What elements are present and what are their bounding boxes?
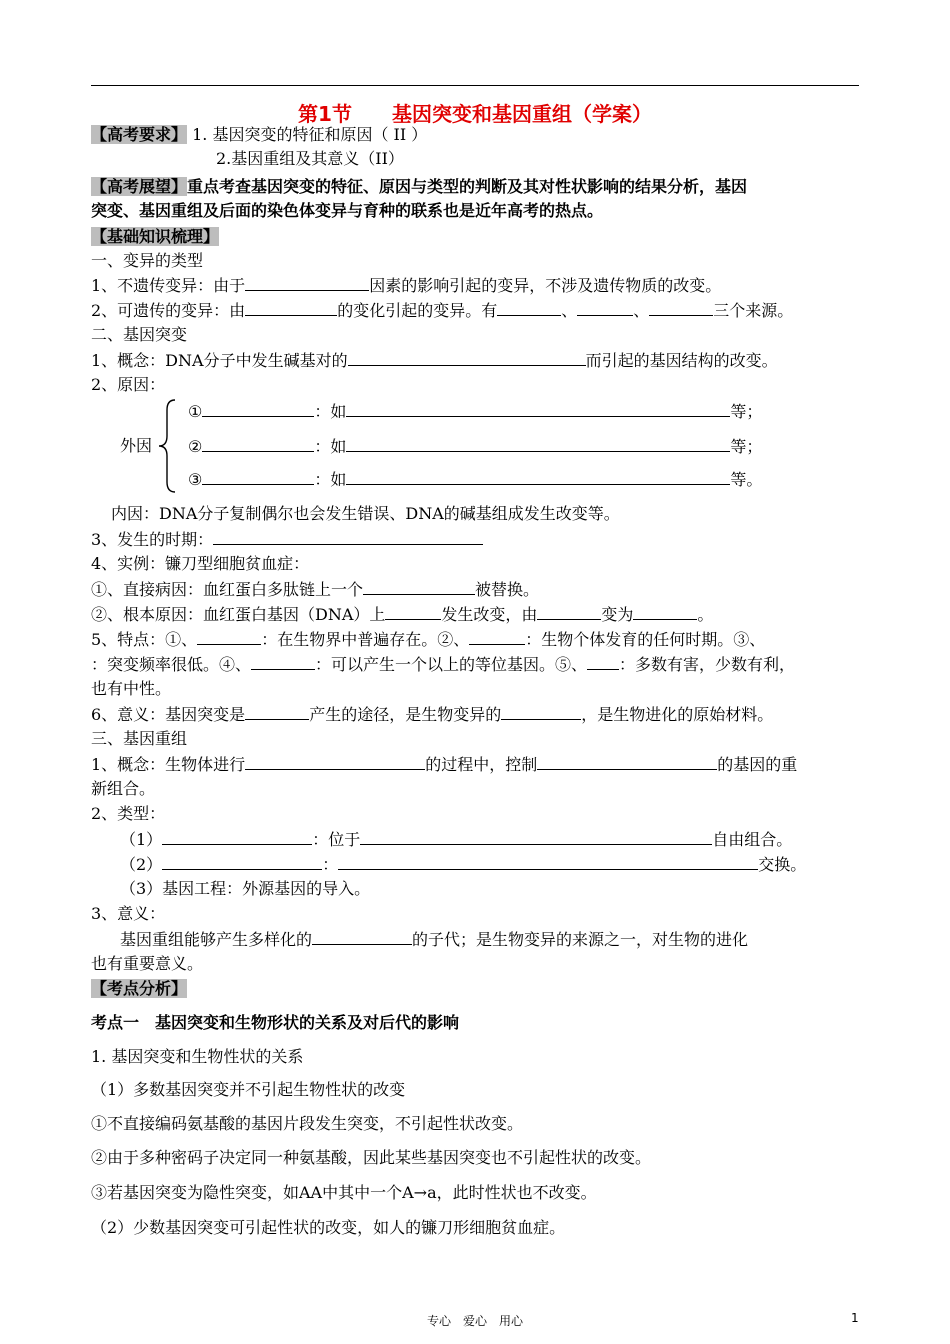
- page-title: 第1节 基因突变和基因重组（学案）: [298, 102, 652, 126]
- line-direct-cause: ①、直接病因：血红蛋白多肽链上一个 被替换。: [91, 580, 540, 599]
- requirements-line-1: 【高考要求】 1. 基因突变的特征和原因（ II ）: [91, 125, 428, 144]
- blank[interactable]: [245, 753, 425, 770]
- analysis-p3: ①不直接编码氨基酸的基因片段发生突变，不引起性状改变。: [91, 1114, 524, 1133]
- line-example: 4、实例：镰刀型细胞贫血症：: [91, 554, 310, 573]
- page-number: 1: [851, 1311, 859, 1325]
- heading-recombination: 三、基因重组: [91, 729, 188, 748]
- analysis-p2: （1）多数基因突变并不引起生物性状的改变: [91, 1080, 406, 1099]
- blank[interactable]: [162, 853, 322, 870]
- blank[interactable]: [348, 349, 586, 366]
- cause-row-2: ② ：如 等；: [188, 437, 763, 456]
- blank[interactable]: [363, 578, 475, 595]
- blank[interactable]: [202, 400, 314, 417]
- type-row-3: （3）基因工程：外源基因的导入。: [120, 879, 371, 898]
- line-features-3: 也有中性。: [91, 679, 172, 698]
- outlook-label: 【高考展望】: [91, 177, 188, 196]
- outlook-line-1: 【高考展望】重点考查基因突变的特征、原因与类型的判断及其对性状影响的结果分析，基因: [91, 177, 748, 196]
- blank[interactable]: [251, 653, 315, 670]
- blank[interactable]: [312, 928, 412, 945]
- blank[interactable]: [346, 435, 730, 452]
- blank[interactable]: [649, 299, 713, 316]
- blank[interactable]: [537, 753, 717, 770]
- blank[interactable]: [202, 468, 314, 485]
- line-non-heritable: 1、不遗传变异：由于 因素的影响引起的变异，不涉及遗传物质的改变。: [91, 276, 722, 295]
- blank[interactable]: [245, 703, 309, 720]
- heading-variation-types: 一、变异的类型: [91, 251, 204, 270]
- line-recomb-meaning-1: 基因重组能够产生多样化的 的子代；是生物变异的来源之一，对生物的进化: [120, 930, 749, 949]
- blank[interactable]: [346, 400, 730, 417]
- cause-row-3: ③ ：如 等。: [188, 470, 763, 489]
- line-significance: 6、意义：基因突变是 产生的途径，是生物变异的 ，是生物进化的原始材料。: [91, 705, 774, 724]
- blank[interactable]: [162, 828, 312, 845]
- blank[interactable]: [346, 468, 730, 485]
- analysis-p6: （2）少数基因突变可引起性状的改变，如人的镰刀形细胞贫血症。: [91, 1218, 566, 1237]
- line-concept: 1、概念：DNA分子中发生碱基对的 而引起的基因结构的改变。: [91, 351, 778, 370]
- blank[interactable]: [497, 299, 561, 316]
- analysis-p1: 1. 基因突变和生物性状的关系: [91, 1047, 304, 1066]
- blank[interactable]: [245, 274, 369, 291]
- analysis-p4: ②由于多种密码子决定同一种氨基酸，因此某些基因突变也不引起性状的改变。: [91, 1148, 652, 1167]
- line-types: 2、类型：: [91, 804, 166, 823]
- heading-gene-mutation: 二、基因突变: [91, 325, 188, 344]
- blank[interactable]: [213, 528, 483, 545]
- analysis-heading: 【考点分析】: [91, 979, 188, 998]
- blank[interactable]: [633, 603, 697, 620]
- line-timing: 3、发生的时期：: [91, 528, 483, 551]
- requirements-label: 【高考要求】: [91, 125, 188, 144]
- blank[interactable]: [197, 628, 261, 645]
- basics-heading: 【基础知识梳理】: [91, 227, 220, 246]
- point-one-heading: 考点一 基因突变和生物形状的关系及对后代的影响: [91, 1013, 460, 1032]
- blank[interactable]: [360, 828, 712, 845]
- blank[interactable]: [537, 603, 601, 620]
- blank[interactable]: [385, 603, 441, 620]
- blank[interactable]: [501, 703, 581, 720]
- line-recomb-concept: 1、概念：生物体进行 的过程中，控制 的基因的重: [91, 755, 798, 774]
- line-heritable: 2、可遗传的变异：由 的变化引起的变异。有 、 、 三个来源。: [91, 301, 794, 320]
- analysis-p5: ③若基因突变为隐性突变，如AA中其中一个A→a，此时性状也不改变。: [91, 1183, 597, 1202]
- line-internal-cause: 内因：DNA分子复制偶尔也会发生错误、DNA的碱基组成发生改变等。: [111, 504, 620, 523]
- blank[interactable]: [469, 628, 525, 645]
- requirements-line-2: 2.基因重组及其意义（II）: [216, 149, 404, 168]
- line-recomb-meaning-2: 也有重要意义。: [91, 954, 204, 973]
- line-recomb-meaning: 3、意义：: [91, 904, 166, 923]
- brace-icon: [157, 398, 177, 494]
- footer-text: 专心 爱心 用心: [426, 1314, 523, 1328]
- header-rule: [91, 85, 859, 86]
- line-features-1: 5、特点：①、 ：在生物界中普遍存在。②、 ：生物个体发育的任何时期。③、: [91, 630, 766, 649]
- cause-row-1: ① ：如 等；: [188, 402, 763, 421]
- blank[interactable]: [202, 435, 314, 452]
- blank[interactable]: [338, 853, 758, 870]
- type-row-2: （2） ： 交换。: [120, 855, 807, 874]
- line-features-2: ：突变频率很低。④、 ：可以产生一个以上的等位基因。⑤、 ：多数有害，少数有利，: [91, 655, 796, 674]
- blank[interactable]: [245, 299, 337, 316]
- blank[interactable]: [587, 653, 619, 670]
- external-cause-label: 外因: [120, 436, 153, 455]
- outlook-line-2: 突变、基因重组及后面的染色体变异与育种的联系也是近年高考的热点。: [91, 201, 604, 220]
- blank[interactable]: [577, 299, 633, 316]
- line-recomb-concept-2: 新组合。: [91, 779, 156, 798]
- type-row-1: （1） ：位于 自由组合。: [120, 830, 793, 849]
- line-causes: 2、原因：: [91, 375, 166, 394]
- line-root-cause: ②、根本原因：血红蛋白基因（DNA）上 发生改变，由 变为 。: [91, 605, 714, 624]
